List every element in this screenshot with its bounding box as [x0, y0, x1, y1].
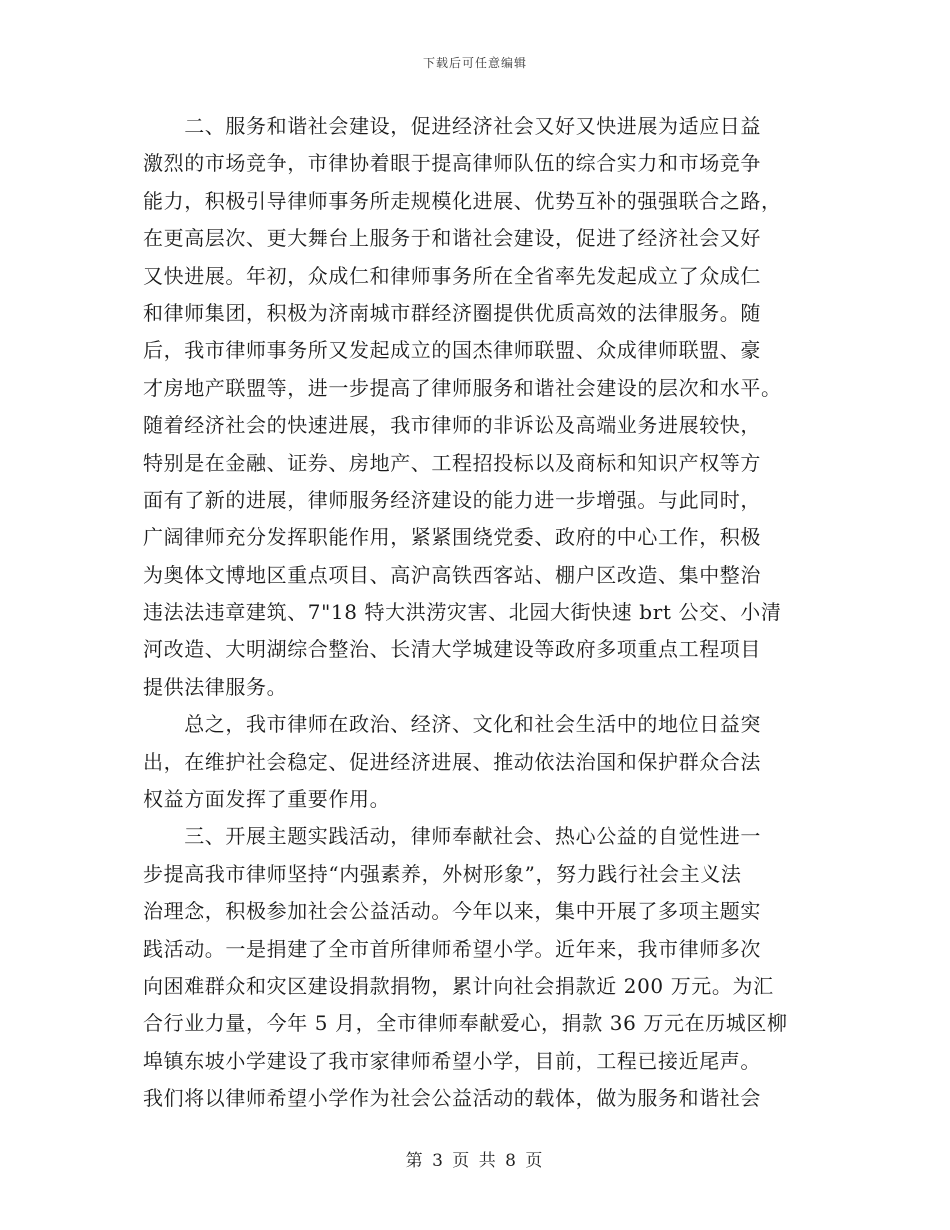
body-line: 三、开展主题实践活动，律师奉献社会、热心公益的自觉性进一: [143, 824, 761, 849]
body-line: 二、服务和谐社会建设，促进经济社会又好又快进展为适应日益: [143, 114, 761, 138]
body-line: 践活动。一是捐建了全市首所律师希望小学。近年来，我市律师多次: [143, 936, 761, 961]
body-line: 埠镇东坡小学建设了我市家律师希望小学，目前，工程已接近尾声。: [143, 1048, 761, 1073]
body-line: 才房地产联盟等，进一步提高了律师服务和谐社会建设的层次和水平。: [143, 375, 782, 400]
body-line: 又快进展。年初，众成仁和律师事务所在全省率先发起成立了众成仁: [143, 263, 761, 288]
body-line: 面有了新的进展，律师服务经济建设的能力进一步增强。与此同时，: [143, 487, 761, 512]
body-line: 在更高层次、更大舞台上服务于和谐社会建设，促进了经济社会又好: [143, 226, 761, 251]
body-line: 能力，积极引导律师事务所走规模化进展、优势互补的强强联合之路，: [143, 188, 782, 213]
body-line: 治理念，积极参加社会公益活动。今年以来，集中开展了多项主题实: [143, 899, 761, 924]
body-line: 权益方面发挥了重要作用。: [143, 787, 391, 812]
body-line: 步提高我市律师坚持“内强素养，外树形象”，努力践行社会主义法: [143, 861, 742, 886]
body-line: 广阔律师充分发挥职能作用，紧紧围绕党委、政府的中心工作，积极: [143, 525, 761, 550]
body-line: 后，我市律师事务所又发起成立的国杰律师联盟、众成律师联盟、豪: [143, 338, 761, 363]
body-line: 特别是在金融、证券、房地产、工程招投标以及商标和知识产权等方: [143, 450, 761, 475]
body-line: 河改造、大明湖综合整治、长清大学城建设等政府多项重点工程项目: [143, 637, 761, 662]
page-header: 下载后可任意编辑: [422, 56, 527, 70]
document-body: [143, 108, 807, 1118]
body-line: 总之，我市律师在政治、经济、文化和社会生活中的地位日益突: [143, 712, 761, 737]
body-line: 为奥体文博地区重点项目、高沪高铁西客站、棚户区改造、集中整治: [143, 562, 761, 587]
body-line: 和律师集团，积极为济南城市群经济圈提供优质高效的法律服务。随: [143, 300, 761, 325]
body-line: 激烈的市场竞争，市律协着眼于提高律师队伍的综合实力和市场竞争: [143, 151, 761, 176]
body-line: 我们将以律师希望小学作为社会公益活动的载体，做为服务和谐社会: [143, 1086, 761, 1111]
body-line: 合行业力量，今年 5 月，全市律师奉献爱心，捐款 36 万元在历城区柳: [143, 1011, 788, 1036]
page-footer: 第 3 页 共 8 页: [405, 1151, 545, 1171]
body-line: 出，在维护社会稳定、促进经济进展、推动依法治国和保护群众合法: [143, 749, 761, 774]
body-line: 随着经济社会的快速进展，我市律师的非诉讼及高端业务进展较快，: [143, 413, 761, 438]
body-line: 向困难群众和灾区建设捐款捐物，累计向社会捐款近 200 万元。为汇: [143, 973, 774, 998]
body-line: 违法法违章建筑、7"18 特大洪涝灾害、北园大街快速 brt 公交、小清: [143, 600, 782, 625]
body-line: 提供法律服务。: [143, 674, 288, 699]
